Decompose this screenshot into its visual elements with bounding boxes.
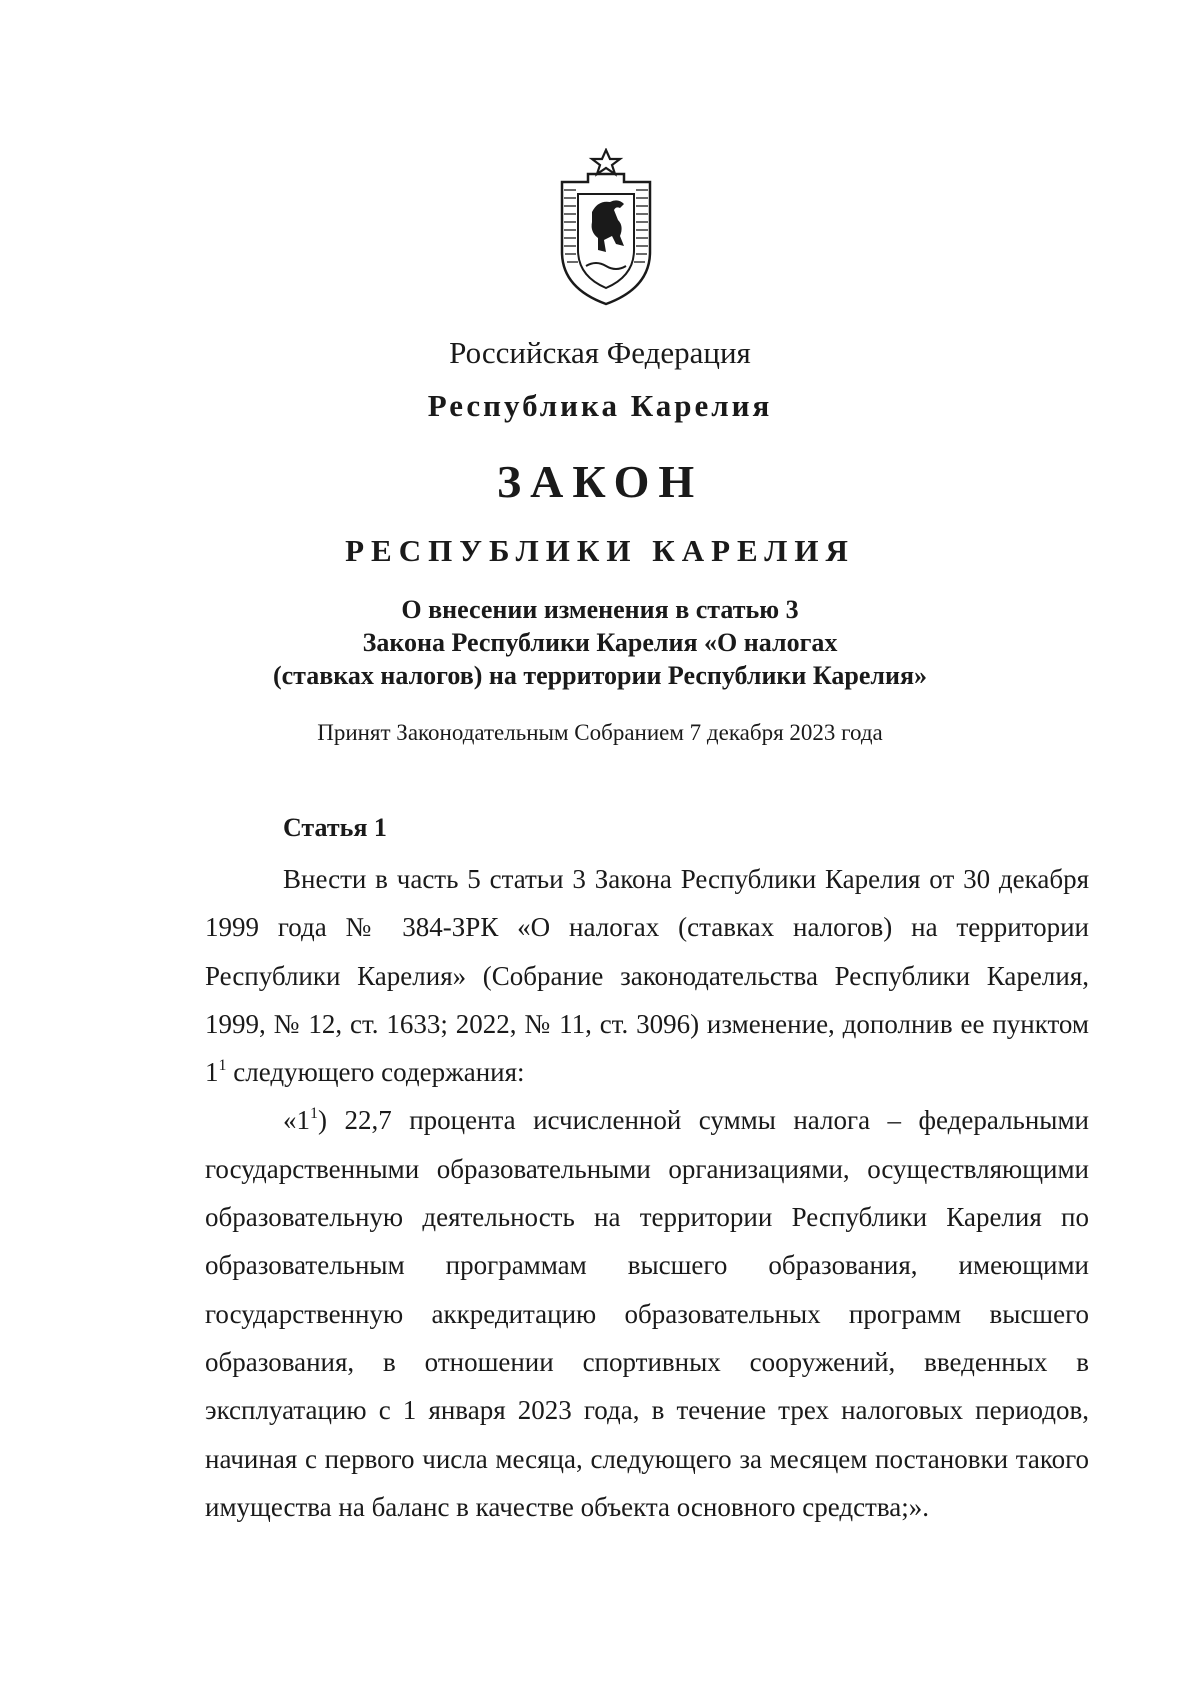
republic-name: Республика Карелия [427, 388, 773, 423]
law-subtitle: РЕСПУБЛИКИ КАРЕЛИЯ [345, 533, 855, 568]
paragraph-1-text: Внести в часть 5 статьи 3 Закона Республики Карелия от 30 декабря 1999 года № 384-ЗРК «О налогах (ставках налогов) на территории Республики Карелия» (Собрание законодательства Республики Карелия, 1999, № 12, ст. 1633; 2022, № 11, ст. 3096) изменение, дополнив ее пунктом 1 [205, 864, 1089, 1088]
paragraph-1-superscript: 1 [218, 1057, 227, 1075]
law-name-line-3: (ставках налогов) на территории Республики Карелия» [272, 661, 928, 690]
article-body [205, 855, 1089, 1531]
law-name [0, 593, 1200, 692]
law-title: ЗАКОН [496, 456, 704, 507]
article-heading: Статья 1 [283, 813, 387, 842]
law-name-line-2: Закона Республики Карелия «О налогах [362, 628, 838, 657]
adoption-note: Принят Законодательным Собранием 7 декабря 2023 года [317, 720, 883, 745]
paragraph-1-end: следующего содержания: [226, 1057, 525, 1088]
article-paragraph-2 [205, 1096, 1089, 1531]
paragraph-2-text: ) 22,7 процента исчисленной суммы налога – федеральными государственными образовательными организациями, осуществляющими образовательную деятельность на территории Республики Карелия по образовательным программам высшего образования, имеющими государственную аккредитацию образовательных программ высшего образования, в отношении спортивных сооружений, введенных в эксплуатацию с 1 января 2023 года, в течение трех налоговых периодов, начиная с первого числа месяца, следующего за месяцем постановки такого имущества на баланс в качестве объекта основного средства;». [205, 1105, 1089, 1522]
republic-of-karelia-coat-of-arms-icon [558, 148, 654, 308]
article-paragraph-1 [205, 855, 1089, 1096]
paragraph-2-superscript: 1 [310, 1105, 318, 1123]
federation-name: Российская Федерация [449, 335, 751, 370]
law-name-line-1: О внесении изменения в статью 3 [401, 595, 799, 624]
paragraph-2-start: «1 [283, 1105, 310, 1136]
